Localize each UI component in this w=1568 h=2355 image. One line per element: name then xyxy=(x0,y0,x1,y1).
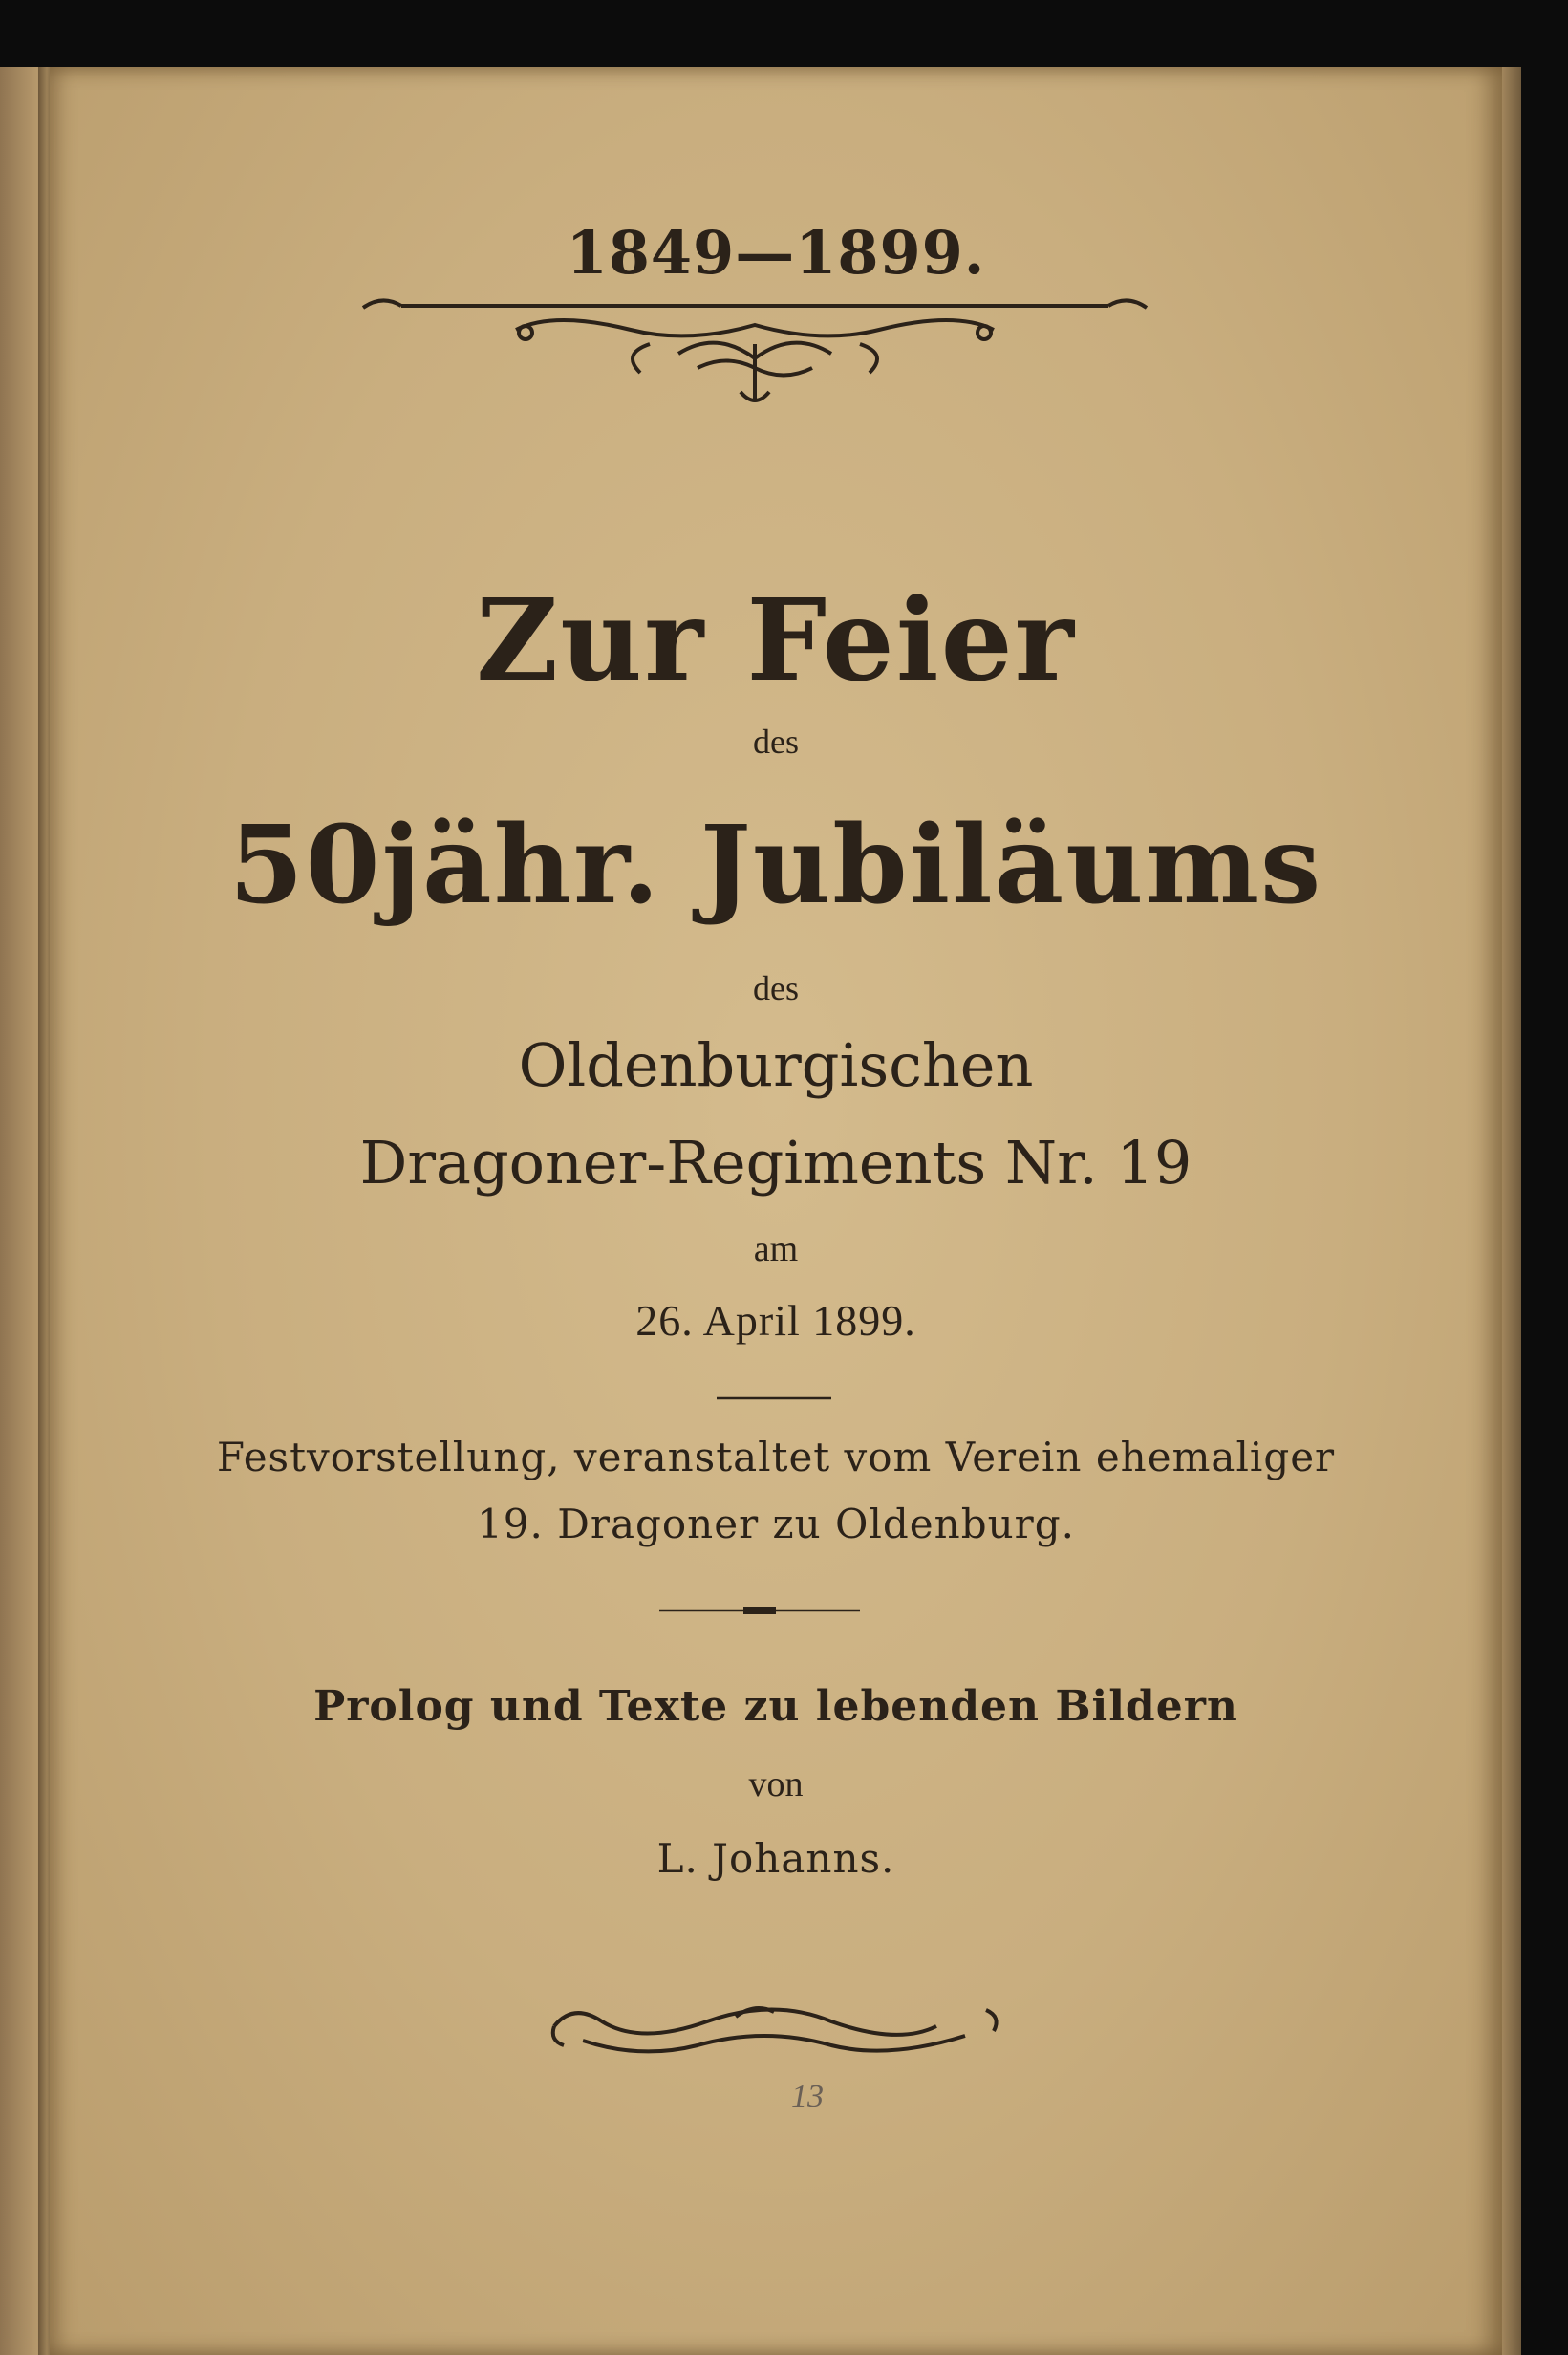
title-connector-des-1: des xyxy=(753,723,799,761)
title-jubilaeum: 50jähr. Jubiläums xyxy=(228,803,1323,928)
work-title: Prolog und Texte zu lebenden Bildern xyxy=(313,1682,1238,1731)
description-line-1: Festvorstellung, veranstaltet vom Verein ehemaliger xyxy=(216,1434,1336,1480)
title-connector-des-2: des xyxy=(753,969,799,1007)
divider-line-1 xyxy=(717,1395,831,1401)
pencil-annotation: 13 xyxy=(791,2079,824,2114)
page-edge-shadow xyxy=(1502,67,1521,2355)
bottom-flourish xyxy=(545,1988,1003,2074)
description-line-2: 19. Dragoner zu Oldenburg. xyxy=(477,1501,1075,1547)
event-date: 26. April 1899. xyxy=(635,1296,916,1345)
title-connector-am: am xyxy=(753,1229,799,1269)
year-range: 1849—1899. xyxy=(566,218,986,288)
credit-von: von xyxy=(748,1764,804,1804)
title-zur-feier: Zur Feier xyxy=(476,573,1076,706)
divider-line-2 xyxy=(659,1606,860,1615)
title-regiment: Dragoner-Regiments Nr. 19 xyxy=(359,1128,1192,1198)
title-oldenburgischen: Oldenburgischen xyxy=(518,1030,1034,1100)
author-name: L. Johanns. xyxy=(656,1835,895,1882)
top-ornament xyxy=(363,287,1147,421)
